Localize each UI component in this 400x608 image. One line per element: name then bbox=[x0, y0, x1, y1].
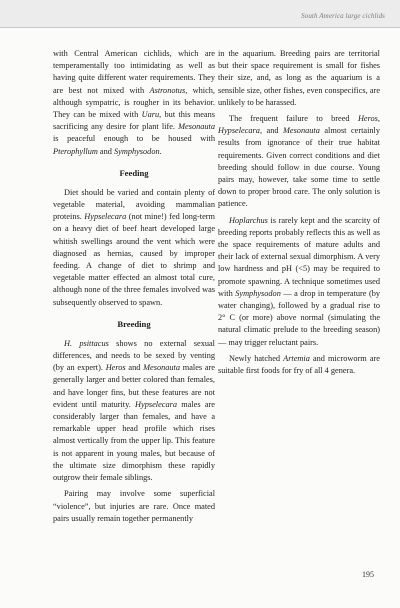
italic-term: Hypselecara bbox=[135, 399, 177, 409]
section-heading-feeding: Feeding bbox=[119, 167, 149, 178]
italic-term: Symphysodon bbox=[235, 288, 281, 298]
paragraph: Diet should be varied and contain plenty of vegetable material, avoiding mammalian proteins. Hypselecara (not mine!) fed long-term on a heavy diet of beef heart developed large whitish swellings around the vent which were diagnosed as hernias, caused by improper feeding. A change of diet to shrimp and vegetable matter effected an almost total cure, although none of the three females involved was subsequently observed to spawn. bbox=[53, 187, 215, 307]
paragraph: with Central American cichlids, which are temperamentally too intimidating as well as having quite different water requirements. They are best not mixed with Astronotus, which, although sympatric, is rougher in its behavior. They can be mixed with Uaru, but this means sacrificing any desire for plant life. Mesonauta is peaceful enough to be housed with Pterophyllum and Symphysodon. bbox=[53, 49, 215, 156]
italic-term: Hoplarchus bbox=[229, 215, 268, 225]
italic-term: Artemia bbox=[283, 353, 310, 363]
paragraph: Pairing may involve some superficial “violence”, but injuries are rare. Once mated pairs usually remain together permanently bbox=[53, 489, 215, 523]
section-heading-breeding: Breeding bbox=[117, 318, 151, 329]
paragraph: Newly hatched Artemia and microworm are suitable first foods for fry of all 4 genera. bbox=[218, 353, 380, 376]
running-head: South America large cichlids bbox=[301, 12, 385, 20]
italic-term: Pterophyllum bbox=[53, 146, 98, 156]
italic-term: Hypselecara bbox=[84, 212, 127, 222]
italic-term: H. psittacus bbox=[64, 338, 109, 348]
italic-term: Uaru bbox=[141, 110, 160, 120]
italic-term: Mesonauta bbox=[143, 363, 181, 373]
italic-term: Hypselecara bbox=[218, 126, 260, 136]
page-number: 195 bbox=[362, 570, 374, 579]
left-column bbox=[53, 48, 215, 529]
italic-term: Astronotus bbox=[149, 85, 186, 95]
italic-term: Mesonauta bbox=[282, 126, 320, 136]
italic-term: Heros bbox=[357, 114, 378, 124]
paragraph: H. psittacus shows no external sexual differences, and needs to be sexed by venting (by an expert). Heros and Mesonauta males are generally larger and better colored than females, and have longer fins, but these features are not evident until maturity. Hypselecara males are considerably larger than females, and have a remarkable upper head profile which rises almost vertically from the upper lip. This feature is not apparent in young males, but because of the ultimate size dimorphism these rapidly outgrow their female siblings. bbox=[53, 338, 215, 483]
italic-term: Mesonauta bbox=[178, 122, 215, 132]
paragraph: Hoplarchus is rarely kept and the scarcity of breeding reports probably reflects this as well as the space requirements of mature adults and their lack of external sexual dimorphism. A very low hardness and pH (<5) may be required to promote spawning. A technique sometimes used with Symphysodon — a drop in temperature (by water changing), followed by a gradual rise to 2° C (or more) above normal (simulating the natural climatic prelude to the breeding season) — may trigger reluctant pairs. bbox=[218, 215, 381, 347]
paragraph: in the aquarium. Breeding pairs are territorial but their space requirement is small for fishes their size, and, as long as the aquarium is a sensible size, other fishes, even conspecifics, are unlikely to be harassed. bbox=[218, 49, 380, 107]
italic-term: Heros bbox=[105, 363, 126, 373]
italic-term: Symphysodon bbox=[114, 146, 160, 156]
right-column bbox=[218, 48, 380, 381]
paragraph: The frequent failure to breed Heros, Hypselecara, and Mesonauta almost certainly results from ignorance of their true habitat requirements. Given correct conditions and diet breeding should follow in due course. Young pairs may, however, take some time to settle down to proper brood care. The only solution is patience. bbox=[218, 114, 380, 209]
